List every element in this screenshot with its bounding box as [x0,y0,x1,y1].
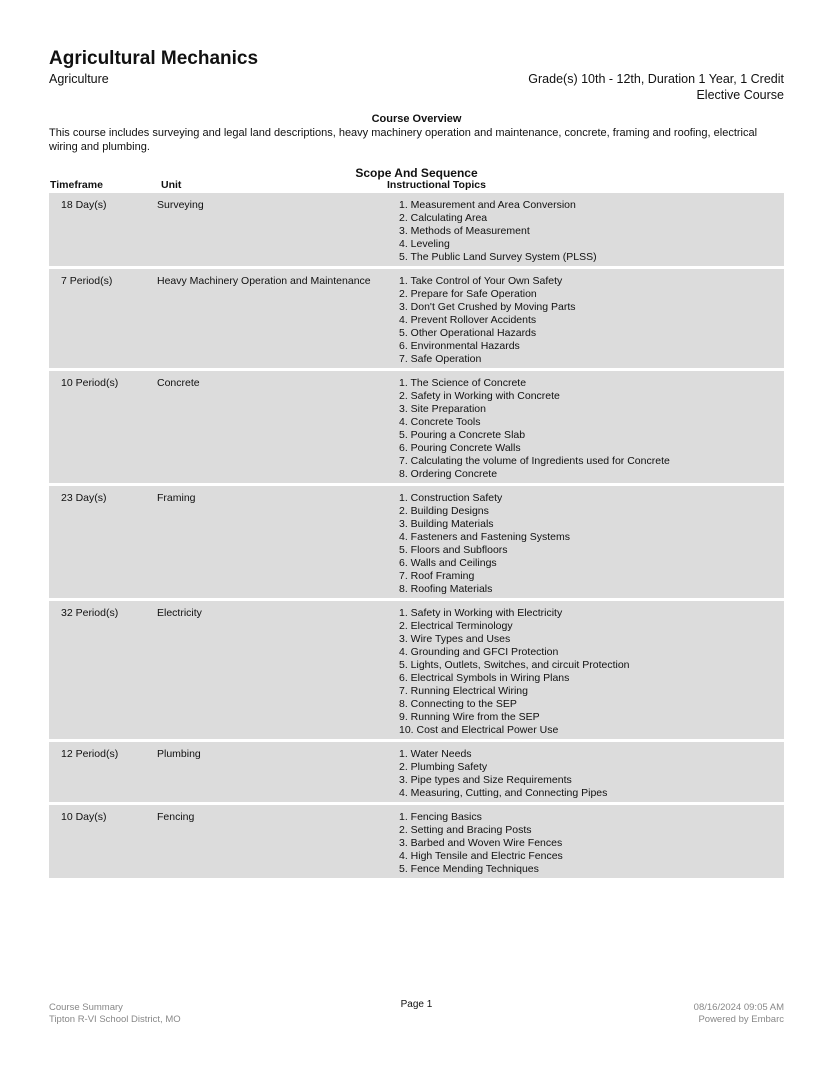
topic-item: 4. Measuring, Cutting, and Connecting Pipes [399,787,608,799]
table-row [49,803,784,879]
row-timeframe: 12 Period(s) [61,748,119,760]
topic-item: 4. Concrete Tools [399,416,481,428]
row-unit: Concrete [157,377,200,389]
column-header-timeframe: Timeframe [50,179,103,191]
topic-item: 3. Pipe types and Size Requirements [399,774,572,786]
topic-item: 2. Building Designs [399,505,489,517]
topic-item: 7. Running Electrical Wiring [399,685,528,697]
topic-item: 4. Prevent Rollover Accidents [399,314,537,326]
topic-item: 5. Other Operational Hazards [399,327,537,339]
column-header-topics: Instructional Topics [387,179,486,191]
topic-item: 7. Safe Operation [399,353,482,365]
elective-line: Elective Course [696,88,784,102]
overview-text: This course includes surveying and legal land descriptions, heavy machinery operation and maintenance, concrete, framing and roofing, electrical wiring and plumbing. [49,127,758,153]
topic-item: 10. Cost and Electrical Power Use [399,724,559,736]
topic-item: 6. Electrical Symbols in Wiring Plans [399,672,570,684]
topic-item: 7. Calculating the volume of Ingredients used for Concrete [399,455,670,467]
topic-item: 5. Fence Mending Techniques [399,863,539,875]
topic-item: 9. Running Wire from the SEP [399,711,540,723]
table-row [49,267,784,369]
grade-duration-line: Grade(s) 10th - 12th, Duration 1 Year, 1 Credit [528,72,784,86]
footer-course-summary: Course Summary [49,1002,123,1013]
table-row [49,193,784,267]
topic-item: 6. Pouring Concrete Walls [399,442,521,454]
topic-item: 3. Don't Get Crushed by Moving Parts [399,301,576,313]
topic-item: 1. Safety in Working with Electricity [399,607,563,619]
table-row [49,740,784,803]
topic-item: 8. Roofing Materials [399,583,493,595]
footer-powered-by: Powered by Embarc [698,1014,784,1025]
topic-item: 4. High Tensile and Electric Fences [399,850,563,862]
row-unit: Fencing [157,811,195,823]
row-unit: Heavy Machinery Operation and Maintenance [157,275,371,287]
course-title: Agricultural Mechanics [49,48,259,69]
row-unit: Surveying [157,199,204,211]
topic-item: 1. Fencing Basics [399,811,482,823]
footer-right [694,1002,784,1026]
topic-item: 1. The Science of Concrete [399,377,527,389]
topic-item: 1. Take Control of Your Own Safety [399,275,563,287]
table-row [49,369,784,484]
scope-table [49,193,784,879]
topic-item: 4. Grounding and GFCI Protection [399,646,559,658]
footer-page-number: Page 1 [400,999,433,1010]
row-unit: Framing [157,492,196,504]
topic-item: 2. Setting and Bracing Posts [399,824,532,836]
topic-item: 5. The Public Land Survey System (PLSS) [399,251,597,263]
table-row [49,599,784,740]
topic-item: 2. Calculating Area [399,212,488,224]
column-header-unit: Unit [161,179,182,191]
topic-item: 2. Safety in Working with Concrete [399,390,560,402]
row-timeframe: 32 Period(s) [61,607,119,619]
topic-item: 3. Wire Types and Uses [399,633,511,645]
footer-timestamp: 08/16/2024 09:05 AM [693,1002,784,1013]
scope-heading: Scope And Sequence [355,166,478,180]
course-subject: Agriculture [49,72,109,86]
table-row [49,484,784,599]
row-unit: Electricity [157,607,202,619]
topic-item: 3. Barbed and Woven Wire Fences [399,837,563,849]
topic-item: 5. Pouring a Concrete Slab [399,429,526,441]
topic-item: 3. Site Preparation [399,403,486,415]
row-timeframe: 10 Period(s) [61,377,119,389]
footer-district: Tipton R-VI School District, MO [49,1014,181,1025]
topic-item: 8. Ordering Concrete [399,468,498,480]
topic-item: 3. Building Materials [399,518,494,530]
row-topics-list [49,601,784,739]
topic-item: 8. Connecting to the SEP [399,698,517,710]
overview-heading: Course Overview [371,113,462,125]
topic-item: 2. Electrical Terminology [399,620,513,632]
topic-item: 2. Prepare for Safe Operation [399,288,537,300]
row-unit: Plumbing [157,748,201,760]
topic-item: 4. Leveling [399,238,450,250]
row-timeframe: 18 Day(s) [61,199,107,211]
topic-item: 1. Construction Safety [399,492,503,504]
topic-item: 2. Plumbing Safety [399,761,488,773]
topic-item: 6. Walls and Ceilings [399,557,497,569]
topic-item: 7. Roof Framing [399,570,475,582]
row-timeframe: 10 Day(s) [61,811,107,823]
topic-item: 1. Measurement and Area Conversion [399,199,576,211]
topic-item: 4. Fasteners and Fastening Systems [399,531,570,543]
row-timeframe: 7 Period(s) [61,275,113,287]
topic-item: 1. Water Needs [399,748,472,760]
topic-item: 5. Floors and Subfloors [399,544,508,556]
document-page [49,0,784,1080]
row-timeframe: 23 Day(s) [61,492,107,504]
topic-item: 5. Lights, Outlets, Switches, and circuit Protection [399,659,630,671]
topic-item: 6. Environmental Hazards [399,340,520,352]
topic-item: 3. Methods of Measurement [399,225,530,237]
